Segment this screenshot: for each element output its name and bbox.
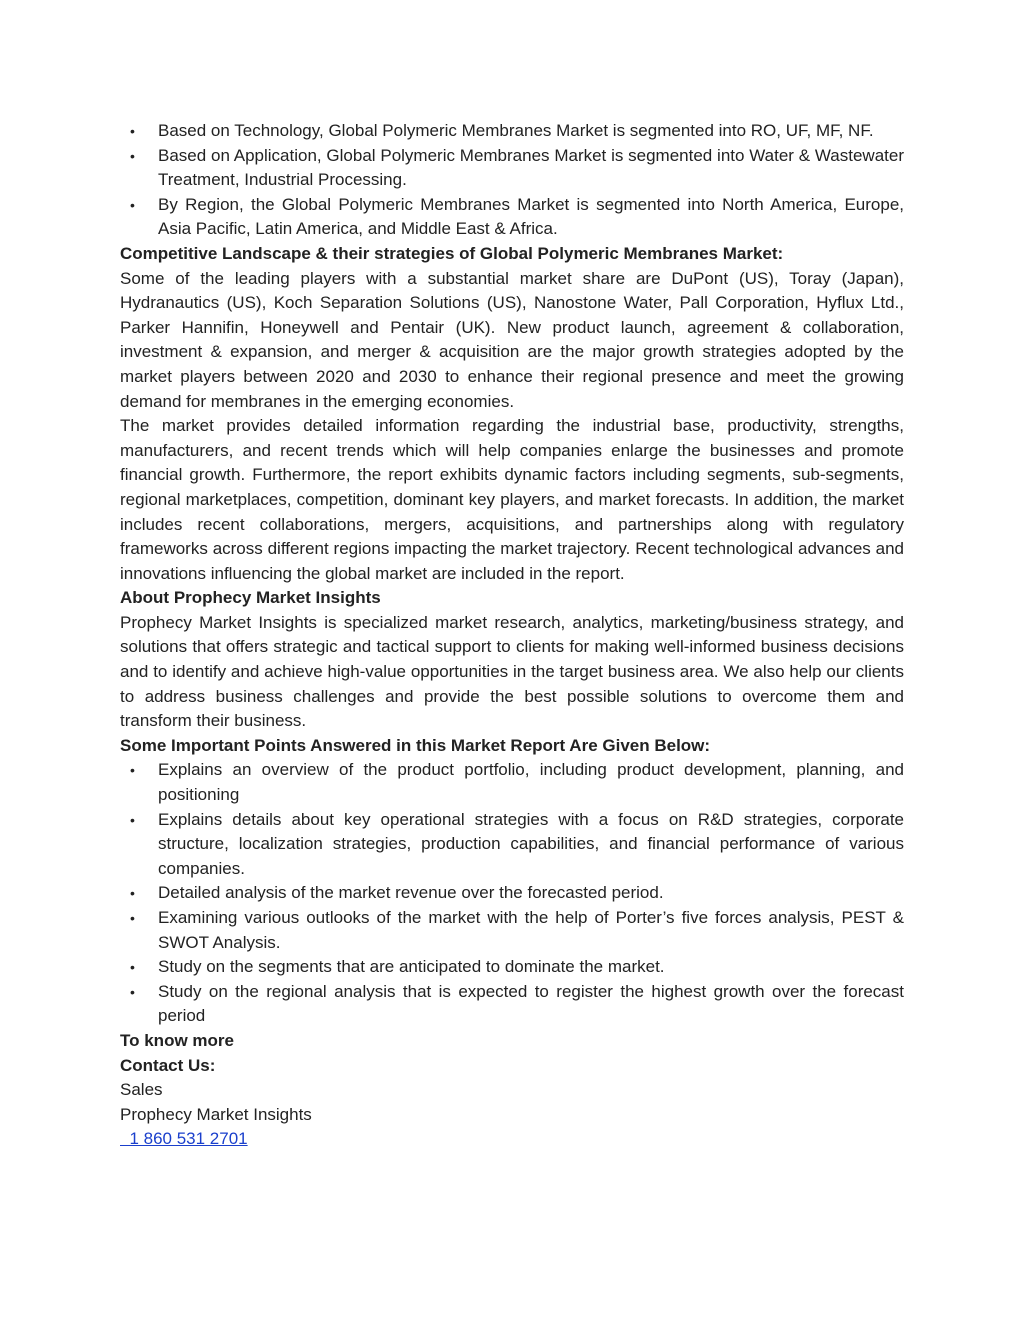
bullet-icon: • xyxy=(130,123,135,139)
list-item-text: Explains details about key operational strategies with a focus on R&D strategies, corporate structure, localization strategies, production capabilities, and financial performance of various companies. xyxy=(158,809,904,878)
know-more-heading: To know more xyxy=(120,1030,234,1050)
document-page xyxy=(120,119,904,1152)
list-item xyxy=(120,906,904,955)
list-item xyxy=(120,955,904,980)
list-item xyxy=(120,881,904,906)
list-item-text: Study on the regional analysis that is expected to register the highest growth over the forecast period xyxy=(158,981,904,1026)
list-item xyxy=(120,980,904,1029)
list-item-text: Detailed analysis of the market revenue over the forecasted period. xyxy=(158,883,664,903)
list-item-text: Explains an overview of the product portfolio, including product development, planning, and positioning xyxy=(158,760,904,805)
phone-link[interactable]: 1 860 531 2701 xyxy=(120,1129,248,1149)
bullet-icon: • xyxy=(130,885,135,902)
list-item-text: Examining various outlooks of the market with the help of Porter’s five forces analysis, PEST & SWOT Analysis. xyxy=(158,908,904,952)
about-heading: About Prophecy Market Insights xyxy=(120,588,381,608)
segmentation-list xyxy=(120,119,904,242)
list-item xyxy=(120,119,904,144)
list-item xyxy=(120,758,904,807)
bullet-icon: • xyxy=(130,147,135,164)
competitive-heading: Competitive Landscape & their strategies of Global Polymeric Membranes Market: xyxy=(120,243,784,263)
points-heading: Some Important Points Answered in this Market Report Are Given Below: xyxy=(120,735,711,755)
contact-us-heading: Contact Us: xyxy=(120,1055,216,1075)
bullet-icon: • xyxy=(130,959,135,976)
competitive-paragraph-market: The market provides detailed information regarding the industrial base, productivity, strengths, manufacturers, and recent trends which will help companies enlarge the businesses and promote financial growth. Furthermore, the report exhibits dynamic factors including segments, sub-segments, regional marketplaces, competition, dominant key players, and market forecasts. In addition, the market includes recent collaborations, mergers, acquisitions, and partnerships along with regulatory frameworks across different regions impacting the market trajectory. Recent technological advances and innovations influencing the global market are included in the report. xyxy=(120,416,904,583)
bullet-icon: • xyxy=(130,983,135,1000)
bullet-icon: • xyxy=(130,196,135,213)
list-item-text: Study on the segments that are anticipated to dominate the market. xyxy=(158,957,665,977)
points-list xyxy=(120,758,904,1029)
list-item xyxy=(120,808,904,882)
list-item-text: By Region, the Global Polymeric Membranes Market is segmented into North America, Europe, Asia Pacific, Latin America, and Middle East & Africa. xyxy=(158,194,904,239)
list-item-text: Based on Technology, Global Polymeric Membranes Market is segmented into RO, UF, MF, NF. xyxy=(158,121,874,140)
competitive-paragraph-players: Some of the leading players with a substantial market share are DuPont (US), Toray (Japan), Hydranautics (US), Koch Separation Solutions (US), Nanostone Water, Pall Corporation, Hyflux Ltd., Parker Hannifin, Honeywell and Pentair (UK). New product launch, agreement & collaboration, investment & expansion, and merger & acquisition are the major growth strategies adopted by the market players between 2020 and 2030 to enhance their regional presence and meet the growing demand for membranes in the emerging economies. xyxy=(120,268,904,411)
list-item xyxy=(120,144,904,193)
bullet-icon: • xyxy=(130,910,135,926)
bullet-icon: • xyxy=(130,811,135,828)
contact-phone-line xyxy=(120,1127,904,1152)
contact-company: Prophecy Market Insights xyxy=(120,1104,312,1124)
about-paragraph: Prophecy Market Insights is specialized market research, analytics, marketing/business strategy, and solutions that offers strategic and tactical support to clients for making well-informed business decisions and to identify and achieve high-value opportunities in the target business area. We also help our clients to address business challenges and provide the best possible solutions to overcome them and transform their business. xyxy=(120,612,904,731)
list-item xyxy=(120,193,904,242)
bullet-icon: • xyxy=(130,762,135,779)
list-item-text: Based on Application, Global Polymeric Membranes Market is segmented into Water & Wastewater Treatment, Industrial Processing. xyxy=(158,145,904,190)
contact-sales: Sales xyxy=(120,1080,163,1100)
